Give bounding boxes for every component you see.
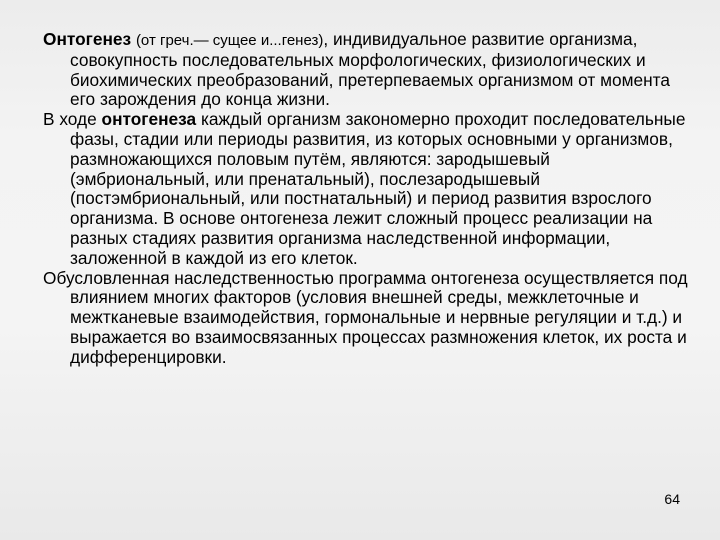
page-number: 64 xyxy=(664,491,680,507)
paragraph-definition xyxy=(43,30,693,110)
stages-text: каждый организм закономерно проходит последовательные фазы, стадии или периоды развития, из которых основными у организмов, размножающихся половым путём, являются: зародышевый (эмбриональный, или пренатальный), послезародышевый (постэмбриональный, или постнатальный) и период развития взрослого организма. В основе онтогенеза лежит сложный процесс реализации на разных стадиях развития организма наследственной информации, заложенной в каждой из его клеток. xyxy=(70,109,686,268)
definition-text: , индивидуальное развитие организма, совокупность последовательных морфологических, физиологических и биохимических преобразований, претерпеваемых организмом от момента его зарождения до конца жизни. xyxy=(70,29,670,110)
etymology-note: (от греч.— сущее и...генез) xyxy=(135,32,324,49)
term-ontogenesis: Онтогенез xyxy=(43,29,132,49)
paragraph-stages xyxy=(43,110,693,268)
paragraph-program xyxy=(43,269,693,368)
stages-lead: В ходе xyxy=(43,109,102,130)
slide-body xyxy=(43,30,693,368)
term-ontogenesis-genitive: онтогенеза xyxy=(101,109,197,130)
program-text: Обусловленная наследственностью программа онтогенеза осуществляется под влиянием многих факторов (условия внешней среды, межклеточные и межтканевые взаимодействия, гормональные и нервные регуляции и т.д.) и выражается во взаимосвязанных процессах размножения клеток, их роста и дифференцировки. xyxy=(43,267,688,367)
